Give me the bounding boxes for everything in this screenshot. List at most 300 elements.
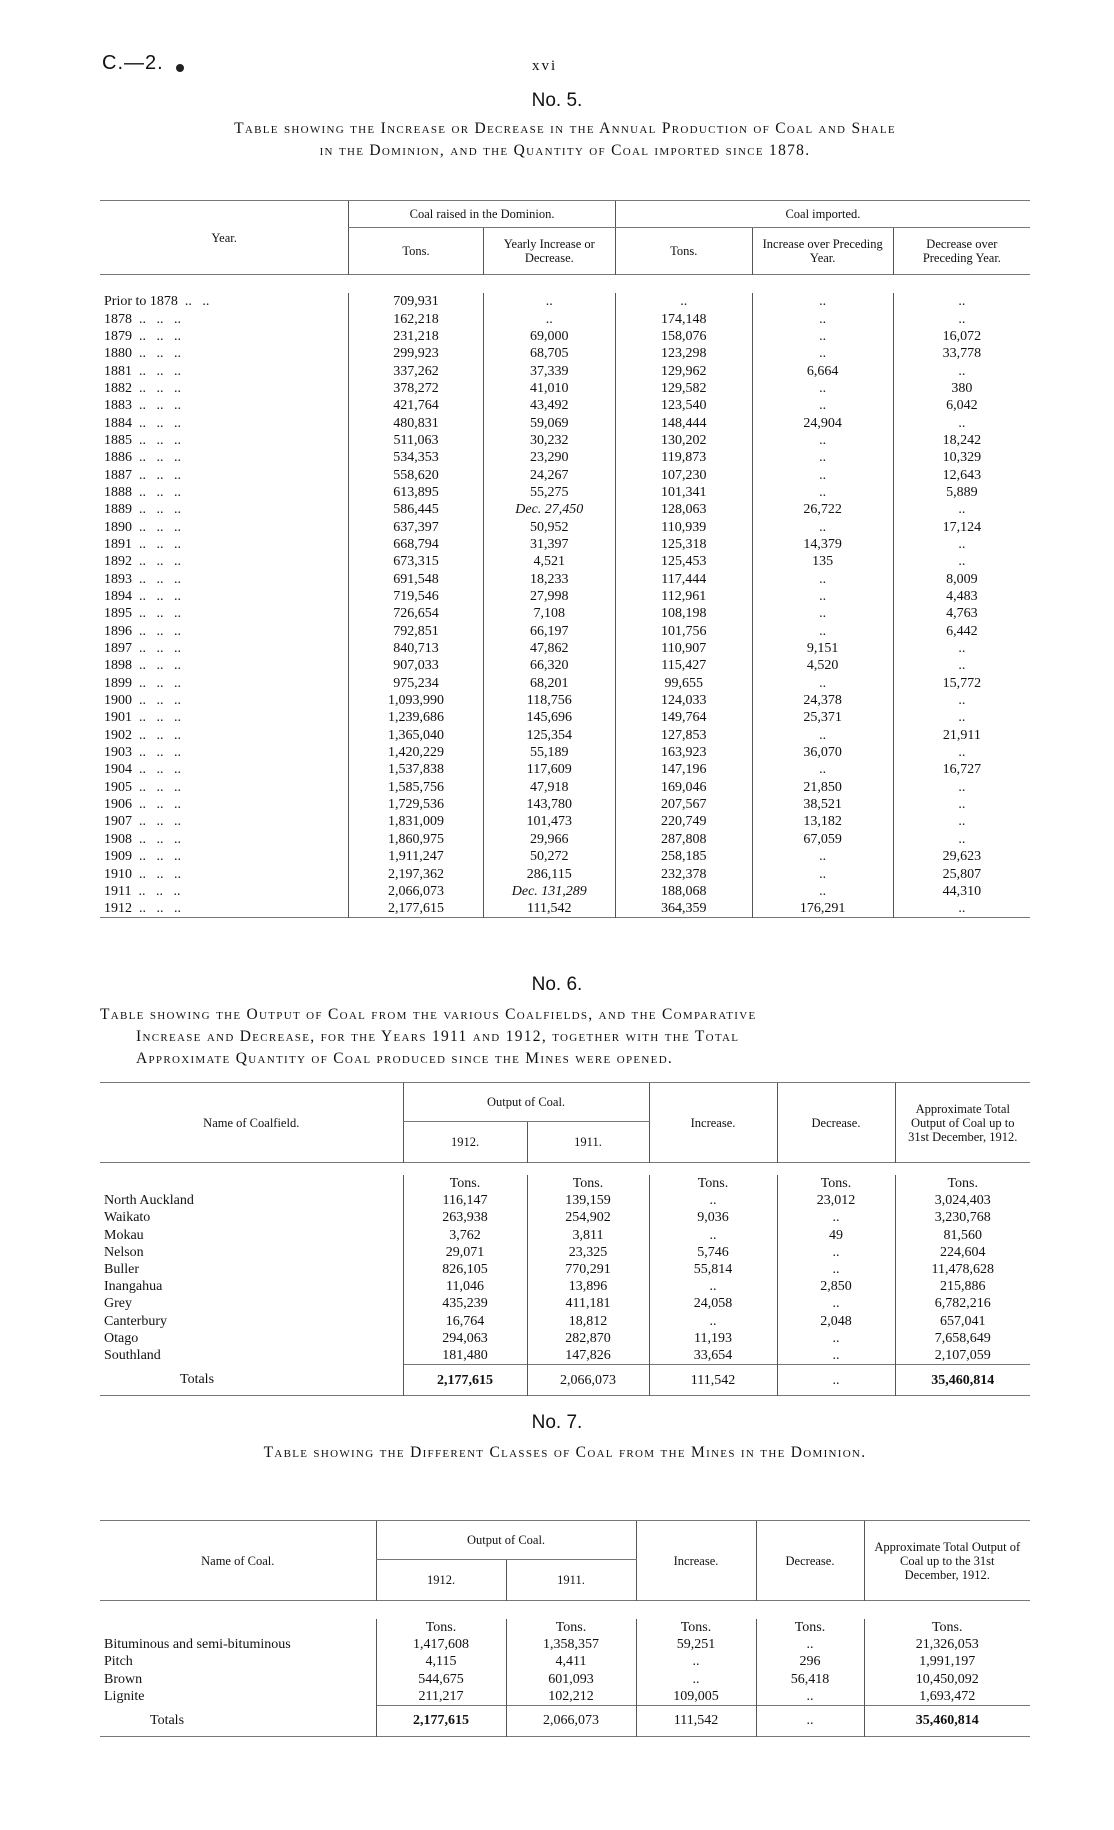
value-cell: .. — [777, 1244, 895, 1261]
value-cell: 3,762 — [403, 1227, 527, 1244]
decrease-cell: .. — [893, 831, 1030, 848]
increase-cell: 4,520 — [752, 657, 893, 674]
group-imported: Coal imported. — [615, 201, 1030, 228]
col-coal-name: Name of Coal. — [100, 1521, 376, 1601]
value-cell: 23,325 — [527, 1244, 649, 1261]
tons-imported-cell: 163,923 — [615, 744, 752, 761]
tons-imported-cell: 101,756 — [615, 623, 752, 640]
decrease-cell: 33,778 — [893, 345, 1030, 362]
tons-imported-cell: 99,655 — [615, 675, 752, 692]
value-cell: .. — [649, 1192, 777, 1209]
value-cell: 770,291 — [527, 1261, 649, 1278]
increase-cell: 24,904 — [752, 414, 893, 431]
value-cell: .. — [777, 1330, 895, 1347]
tons-imported-cell: 147,196 — [615, 761, 752, 778]
tons-raised-cell: 378,272 — [349, 380, 483, 397]
value-cell: 11,193 — [649, 1330, 777, 1347]
tons-imported-cell: 125,453 — [615, 553, 752, 570]
tons-imported-cell: 232,378 — [615, 865, 752, 882]
totals-cell: 35,460,814 — [895, 1365, 1030, 1396]
table-row — [100, 796, 1030, 813]
value-cell: 826,105 — [403, 1261, 527, 1278]
increase-cell: 13,182 — [752, 813, 893, 830]
value-cell: .. — [756, 1688, 864, 1706]
increase-cell: 67,059 — [752, 831, 893, 848]
decrease-cell: .. — [893, 501, 1030, 518]
value-cell: 33,654 — [649, 1347, 777, 1365]
units-cell: Tons. — [506, 1619, 636, 1636]
increase-cell: 9,151 — [752, 640, 893, 657]
tons-imported-cell: 364,359 — [615, 900, 752, 918]
tons-imported-cell: 128,063 — [615, 501, 752, 518]
increase-cell: .. — [752, 466, 893, 483]
year-cell: 1908 .. .. .. — [104, 831, 181, 847]
table-row — [100, 588, 1030, 605]
units-cell: Tons. — [864, 1619, 1030, 1636]
value-cell: 9,036 — [649, 1209, 777, 1226]
value-cell: 2,850 — [777, 1278, 895, 1295]
table6-title-line1: Table showing the Output of Coal from the various Coalfields, and the Comparative — [100, 1006, 757, 1023]
increase-cell: .. — [752, 449, 893, 466]
value-cell: 24,058 — [649, 1295, 777, 1312]
year-cell: 1889 .. .. .. — [104, 502, 181, 518]
value-cell: 1,991,197 — [864, 1653, 1030, 1670]
decrease-cell: .. — [893, 779, 1030, 796]
table-row — [100, 1278, 1030, 1295]
yearly-change-cell: 29,966 — [483, 831, 615, 848]
col-tons-imported: Tons. — [615, 228, 752, 275]
increase-cell: .. — [752, 571, 893, 588]
tons-imported-cell: 107,230 — [615, 466, 752, 483]
tons-raised-cell: 231,218 — [349, 328, 483, 345]
yearly-change-cell: 286,115 — [483, 865, 615, 882]
tons-imported-cell: 258,185 — [615, 848, 752, 865]
yearly-change-cell: 50,272 — [483, 848, 615, 865]
tons-raised-cell: 792,851 — [349, 623, 483, 640]
decrease-cell: .. — [893, 744, 1030, 761]
tons-imported-cell: .. — [615, 293, 752, 310]
value-cell: 282,870 — [527, 1330, 649, 1347]
value-cell: .. — [636, 1653, 756, 1670]
table-row — [100, 380, 1030, 397]
increase-cell: .. — [752, 605, 893, 622]
tons-raised-cell: 162,218 — [349, 310, 483, 327]
tons-imported-cell: 110,907 — [615, 640, 752, 657]
increase-cell: 36,070 — [752, 744, 893, 761]
table-row — [100, 831, 1030, 848]
totals-cell: 2,177,615 — [376, 1705, 506, 1736]
year-cell: 1893 .. .. .. — [104, 571, 181, 587]
decrease-cell: 15,772 — [893, 675, 1030, 692]
increase-cell: .. — [752, 484, 893, 501]
year-cell: 1880 .. .. .. — [104, 346, 181, 362]
year-cell: 1900 .. .. .. — [104, 693, 181, 709]
yearly-change-cell: 125,354 — [483, 727, 615, 744]
tons-imported-cell: 112,961 — [615, 588, 752, 605]
name-cell: Southland — [104, 1348, 161, 1364]
table-row — [100, 727, 1030, 744]
year-cell: 1895 .. .. .. — [104, 606, 181, 622]
year-cell: 1902 .. .. .. — [104, 727, 181, 743]
table-row — [100, 1636, 1030, 1653]
value-cell: 4,115 — [376, 1653, 506, 1670]
increase-cell: .. — [752, 727, 893, 744]
yearly-change-cell: 4,521 — [483, 553, 615, 570]
tons-imported-cell: 108,198 — [615, 605, 752, 622]
table5-title-line1: Table showing the Increase or Decrease in the Annual Production of Coal and Shale — [234, 120, 896, 137]
yearly-change-cell: 143,780 — [483, 796, 615, 813]
col-1912: 1912. — [376, 1560, 506, 1601]
table-row — [100, 1347, 1030, 1365]
yearly-change-cell: 27,998 — [483, 588, 615, 605]
tons-raised-cell: 726,654 — [349, 605, 483, 622]
year-cell: 1903 .. .. .. — [104, 745, 181, 761]
tons-imported-cell: 127,853 — [615, 727, 752, 744]
tons-raised-cell: 673,315 — [349, 553, 483, 570]
tons-imported-cell: 110,939 — [615, 518, 752, 535]
tons-raised-cell: 1,239,686 — [349, 709, 483, 726]
year-cell: 1887 .. .. .. — [104, 467, 181, 483]
table-row — [100, 536, 1030, 553]
year-cell: 1910 .. .. .. — [104, 866, 181, 882]
value-cell: 10,450,092 — [864, 1671, 1030, 1688]
yearly-change-cell: 31,397 — [483, 536, 615, 553]
decrease-cell: 25,807 — [893, 865, 1030, 882]
table6-title — [100, 1004, 1030, 1070]
tons-raised-cell: 668,794 — [349, 536, 483, 553]
ink-spot — [176, 64, 184, 72]
decrease-cell: .. — [893, 900, 1030, 918]
value-cell: .. — [649, 1278, 777, 1295]
value-cell: 23,012 — [777, 1192, 895, 1209]
tons-raised-cell: 2,177,615 — [349, 900, 483, 918]
yearly-change-cell: 41,010 — [483, 380, 615, 397]
decrease-cell: 10,329 — [893, 449, 1030, 466]
tons-imported-cell: 123,298 — [615, 345, 752, 362]
tons-imported-cell: 119,873 — [615, 449, 752, 466]
yearly-change-cell: 47,862 — [483, 640, 615, 657]
totals-label: Totals — [150, 1713, 185, 1729]
tons-raised-cell: 586,445 — [349, 501, 483, 518]
col-year: Year. — [100, 201, 349, 275]
tons-imported-cell: 129,962 — [615, 362, 752, 379]
tons-raised-cell: 1,093,990 — [349, 692, 483, 709]
totals-label: Totals — [180, 1372, 215, 1388]
tons-raised-cell: 299,923 — [349, 345, 483, 362]
table-row — [100, 779, 1030, 796]
col-approx-total: Approximate Total Output of Coal up to 31st December, 1912. — [895, 1083, 1030, 1163]
decrease-cell: 16,727 — [893, 761, 1030, 778]
table-row — [100, 432, 1030, 449]
table-row — [100, 657, 1030, 674]
decrease-cell: 21,911 — [893, 727, 1030, 744]
value-cell: 2,048 — [777, 1313, 895, 1330]
table-row — [100, 640, 1030, 657]
tons-imported-cell: 124,033 — [615, 692, 752, 709]
value-cell: 18,812 — [527, 1313, 649, 1330]
value-cell: 139,159 — [527, 1192, 649, 1209]
year-cell: 1911 .. .. .. — [104, 883, 181, 899]
col-increase: Increase. — [636, 1521, 756, 1601]
tons-raised-cell: 511,063 — [349, 432, 483, 449]
yearly-change-cell: 55,275 — [483, 484, 615, 501]
table-row — [100, 1227, 1030, 1244]
yearly-change-cell: .. — [483, 293, 615, 310]
tons-raised-cell: 1,365,040 — [349, 727, 483, 744]
value-cell: 56,418 — [756, 1671, 864, 1688]
tons-raised-cell: 480,831 — [349, 414, 483, 431]
tons-raised-cell: 691,548 — [349, 571, 483, 588]
tons-imported-cell: 149,764 — [615, 709, 752, 726]
increase-cell: .. — [752, 432, 893, 449]
table-row — [100, 362, 1030, 379]
decrease-cell: .. — [893, 657, 1030, 674]
decrease-cell: 6,442 — [893, 623, 1030, 640]
page-code: C.—2. — [102, 52, 164, 74]
tons-raised-cell: 1,911,247 — [349, 848, 483, 865]
tons-raised-cell: 2,197,362 — [349, 865, 483, 882]
units-cell: Tons. — [527, 1175, 649, 1192]
value-cell: 116,147 — [403, 1192, 527, 1209]
name-cell: Nelson — [104, 1244, 144, 1260]
name-cell: Bituminous and semi-bituminous — [104, 1637, 291, 1653]
yearly-change-cell: 68,705 — [483, 345, 615, 362]
tons-raised-cell: 1,585,756 — [349, 779, 483, 796]
value-cell: 2,107,059 — [895, 1347, 1030, 1365]
table-row — [100, 1209, 1030, 1226]
year-cell: 1884 .. .. .. — [104, 415, 181, 431]
decrease-cell: 12,643 — [893, 466, 1030, 483]
table-row — [100, 692, 1030, 709]
units-cell: Tons. — [649, 1175, 777, 1192]
decrease-cell: .. — [893, 553, 1030, 570]
year-cell: 1888 .. .. .. — [104, 484, 181, 500]
decrease-cell: .. — [893, 293, 1030, 310]
value-cell: 3,024,403 — [895, 1192, 1030, 1209]
table-row — [100, 813, 1030, 830]
year-cell: 1892 .. .. .. — [104, 554, 181, 570]
col-coalfield: Name of Coalfield. — [100, 1083, 403, 1163]
table-row — [100, 449, 1030, 466]
value-cell: 211,217 — [376, 1688, 506, 1706]
increase-cell: .. — [752, 328, 893, 345]
table5-title-line2: in the Dominion, and the Quantity of Coal imported since 1878. — [319, 142, 811, 159]
group-raised: Coal raised in the Dominion. — [349, 201, 616, 228]
tons-imported-cell: 169,046 — [615, 779, 752, 796]
name-cell: Grey — [104, 1296, 132, 1312]
yearly-change-cell: 37,339 — [483, 362, 615, 379]
decrease-cell: 4,763 — [893, 605, 1030, 622]
yearly-change-cell: 7,108 — [483, 605, 615, 622]
table-row — [100, 397, 1030, 414]
table7 — [100, 1520, 1030, 1739]
decrease-cell: .. — [893, 362, 1030, 379]
col-1911: 1911. — [527, 1122, 649, 1163]
table-row — [100, 553, 1030, 570]
tons-raised-cell: 534,353 — [349, 449, 483, 466]
table-row — [100, 1244, 1030, 1261]
value-cell: .. — [649, 1227, 777, 1244]
name-cell: Inangahua — [104, 1279, 163, 1295]
decrease-cell: 16,072 — [893, 328, 1030, 345]
value-cell: 3,230,768 — [895, 1209, 1030, 1226]
year-cell: 1883 .. .. .. — [104, 398, 181, 414]
tons-imported-cell: 188,068 — [615, 883, 752, 900]
increase-cell: .. — [752, 848, 893, 865]
col-output: Output of Coal. — [376, 1521, 636, 1560]
totals-cell: 2,177,615 — [403, 1365, 527, 1396]
tons-imported-cell: 158,076 — [615, 328, 752, 345]
yearly-change-cell: Dec. 27,450 — [483, 501, 615, 518]
name-cell: Mokau — [104, 1227, 144, 1243]
yearly-change-cell: 101,473 — [483, 813, 615, 830]
tons-raised-cell: 1,831,009 — [349, 813, 483, 830]
value-cell: 6,782,216 — [895, 1295, 1030, 1312]
tons-raised-cell: 337,262 — [349, 362, 483, 379]
yearly-change-cell: 30,232 — [483, 432, 615, 449]
decrease-cell: .. — [893, 813, 1030, 830]
table6-title-line3: Approximate Quantity of Coal produced since the Mines were opened. — [136, 1050, 674, 1067]
table7-title: Table showing the Different Classes of Coal from the Mines in the Dominion. — [263, 1444, 867, 1461]
value-cell: 3,811 — [527, 1227, 649, 1244]
units-cell: Tons. — [376, 1619, 506, 1636]
table-row — [100, 675, 1030, 692]
table-row — [100, 571, 1030, 588]
value-cell: 294,063 — [403, 1330, 527, 1347]
table7-number: No. 7. — [531, 1412, 583, 1433]
units-cell: Tons. — [895, 1175, 1030, 1192]
value-cell: 16,764 — [403, 1313, 527, 1330]
totals-cell: .. — [756, 1705, 864, 1736]
increase-cell: 25,371 — [752, 709, 893, 726]
decrease-cell: .. — [893, 536, 1030, 553]
tons-imported-cell: 101,341 — [615, 484, 752, 501]
decrease-cell: 8,009 — [893, 571, 1030, 588]
year-cell: 1909 .. .. .. — [104, 849, 181, 865]
col-output: Output of Coal. — [403, 1083, 649, 1122]
year-cell: 1897 .. .. .. — [104, 641, 181, 657]
tons-imported-cell: 125,318 — [615, 536, 752, 553]
value-cell: 1,358,357 — [506, 1636, 636, 1653]
value-cell: 254,902 — [527, 1209, 649, 1226]
value-cell: .. — [777, 1295, 895, 1312]
col-increase-over: Increase over Preceding Year. — [752, 228, 893, 275]
name-cell: North Auckland — [104, 1193, 194, 1209]
name-cell: Canterbury — [104, 1313, 167, 1329]
year-cell: 1907 .. .. .. — [104, 814, 181, 830]
col-yearly: Yearly Increase or Decrease. — [483, 228, 615, 275]
decrease-cell: .. — [893, 640, 1030, 657]
value-cell: .. — [649, 1313, 777, 1330]
table-row — [100, 761, 1030, 778]
value-cell: 215,886 — [895, 1278, 1030, 1295]
name-cell: Buller — [104, 1262, 139, 1278]
increase-cell: .. — [752, 397, 893, 414]
year-cell: 1906 .. .. .. — [104, 797, 181, 813]
tons-raised-cell: 840,713 — [349, 640, 483, 657]
year-cell: 1898 .. .. .. — [104, 658, 181, 674]
value-cell: 544,675 — [376, 1671, 506, 1688]
table-row — [100, 518, 1030, 535]
value-cell: 435,239 — [403, 1295, 527, 1312]
table-row — [100, 1261, 1030, 1278]
tons-raised-cell: 637,397 — [349, 518, 483, 535]
tons-raised-cell: 2,066,073 — [349, 883, 483, 900]
totals-cell: 2,066,073 — [527, 1365, 649, 1396]
col-increase: Increase. — [649, 1083, 777, 1163]
totals-cell: .. — [777, 1365, 895, 1396]
table-row — [100, 848, 1030, 865]
tons-raised-cell: 1,537,838 — [349, 761, 483, 778]
tons-raised-cell: 709,931 — [349, 293, 483, 310]
decrease-cell: 44,310 — [893, 883, 1030, 900]
col-decrease: Decrease. — [756, 1521, 864, 1601]
units-cell: Tons. — [756, 1619, 864, 1636]
table5-number: No. 5. — [531, 90, 583, 111]
tons-imported-cell: 117,444 — [615, 571, 752, 588]
value-cell: .. — [777, 1209, 895, 1226]
tons-raised-cell: 558,620 — [349, 466, 483, 483]
decrease-cell: .. — [893, 796, 1030, 813]
name-cell: Brown — [104, 1671, 143, 1687]
tons-imported-cell: 220,749 — [615, 813, 752, 830]
totals-cell: 111,542 — [636, 1705, 756, 1736]
totals-cell: 111,542 — [649, 1365, 777, 1396]
decrease-cell: .. — [893, 414, 1030, 431]
decrease-cell: .. — [893, 709, 1030, 726]
table-row — [100, 1653, 1030, 1670]
yearly-change-cell: Dec. 131,289 — [483, 883, 615, 900]
col-1912: 1912. — [403, 1122, 527, 1163]
table-row — [100, 1295, 1030, 1312]
increase-cell: 38,521 — [752, 796, 893, 813]
decrease-cell: 17,124 — [893, 518, 1030, 535]
year-cell: 1879 .. .. .. — [104, 328, 181, 344]
value-cell: 601,093 — [506, 1671, 636, 1688]
yearly-change-cell: 145,696 — [483, 709, 615, 726]
value-cell: 55,814 — [649, 1261, 777, 1278]
yearly-change-cell: 50,952 — [483, 518, 615, 535]
page-number: xvi — [532, 58, 558, 74]
table6-number: No. 6. — [531, 974, 583, 995]
value-cell: 1,693,472 — [864, 1688, 1030, 1706]
year-cell: 1896 .. .. .. — [104, 623, 181, 639]
table-row — [100, 865, 1030, 882]
value-cell: 4,411 — [506, 1653, 636, 1670]
year-cell: 1912 .. .. .. — [104, 901, 181, 917]
table-row — [100, 1313, 1030, 1330]
increase-cell: 135 — [752, 553, 893, 570]
yearly-change-cell: 69,000 — [483, 328, 615, 345]
table-row — [100, 1330, 1030, 1347]
tons-imported-cell: 123,540 — [615, 397, 752, 414]
col-1911: 1911. — [506, 1560, 636, 1601]
value-cell: .. — [777, 1261, 895, 1278]
table-row — [100, 501, 1030, 518]
name-cell: Otago — [104, 1330, 139, 1346]
tons-imported-cell: 287,808 — [615, 831, 752, 848]
tons-raised-cell: 975,234 — [349, 675, 483, 692]
value-cell: 11,478,628 — [895, 1261, 1030, 1278]
year-cell: 1891 .. .. .. — [104, 536, 181, 552]
tons-raised-cell: 1,420,229 — [349, 744, 483, 761]
year-cell: 1899 .. .. .. — [104, 675, 181, 691]
year-cell: Prior to 1878 .. .. — [104, 294, 210, 310]
yearly-change-cell: 47,918 — [483, 779, 615, 796]
units-cell: Tons. — [636, 1619, 756, 1636]
decrease-cell: 380 — [893, 380, 1030, 397]
increase-cell: .. — [752, 380, 893, 397]
